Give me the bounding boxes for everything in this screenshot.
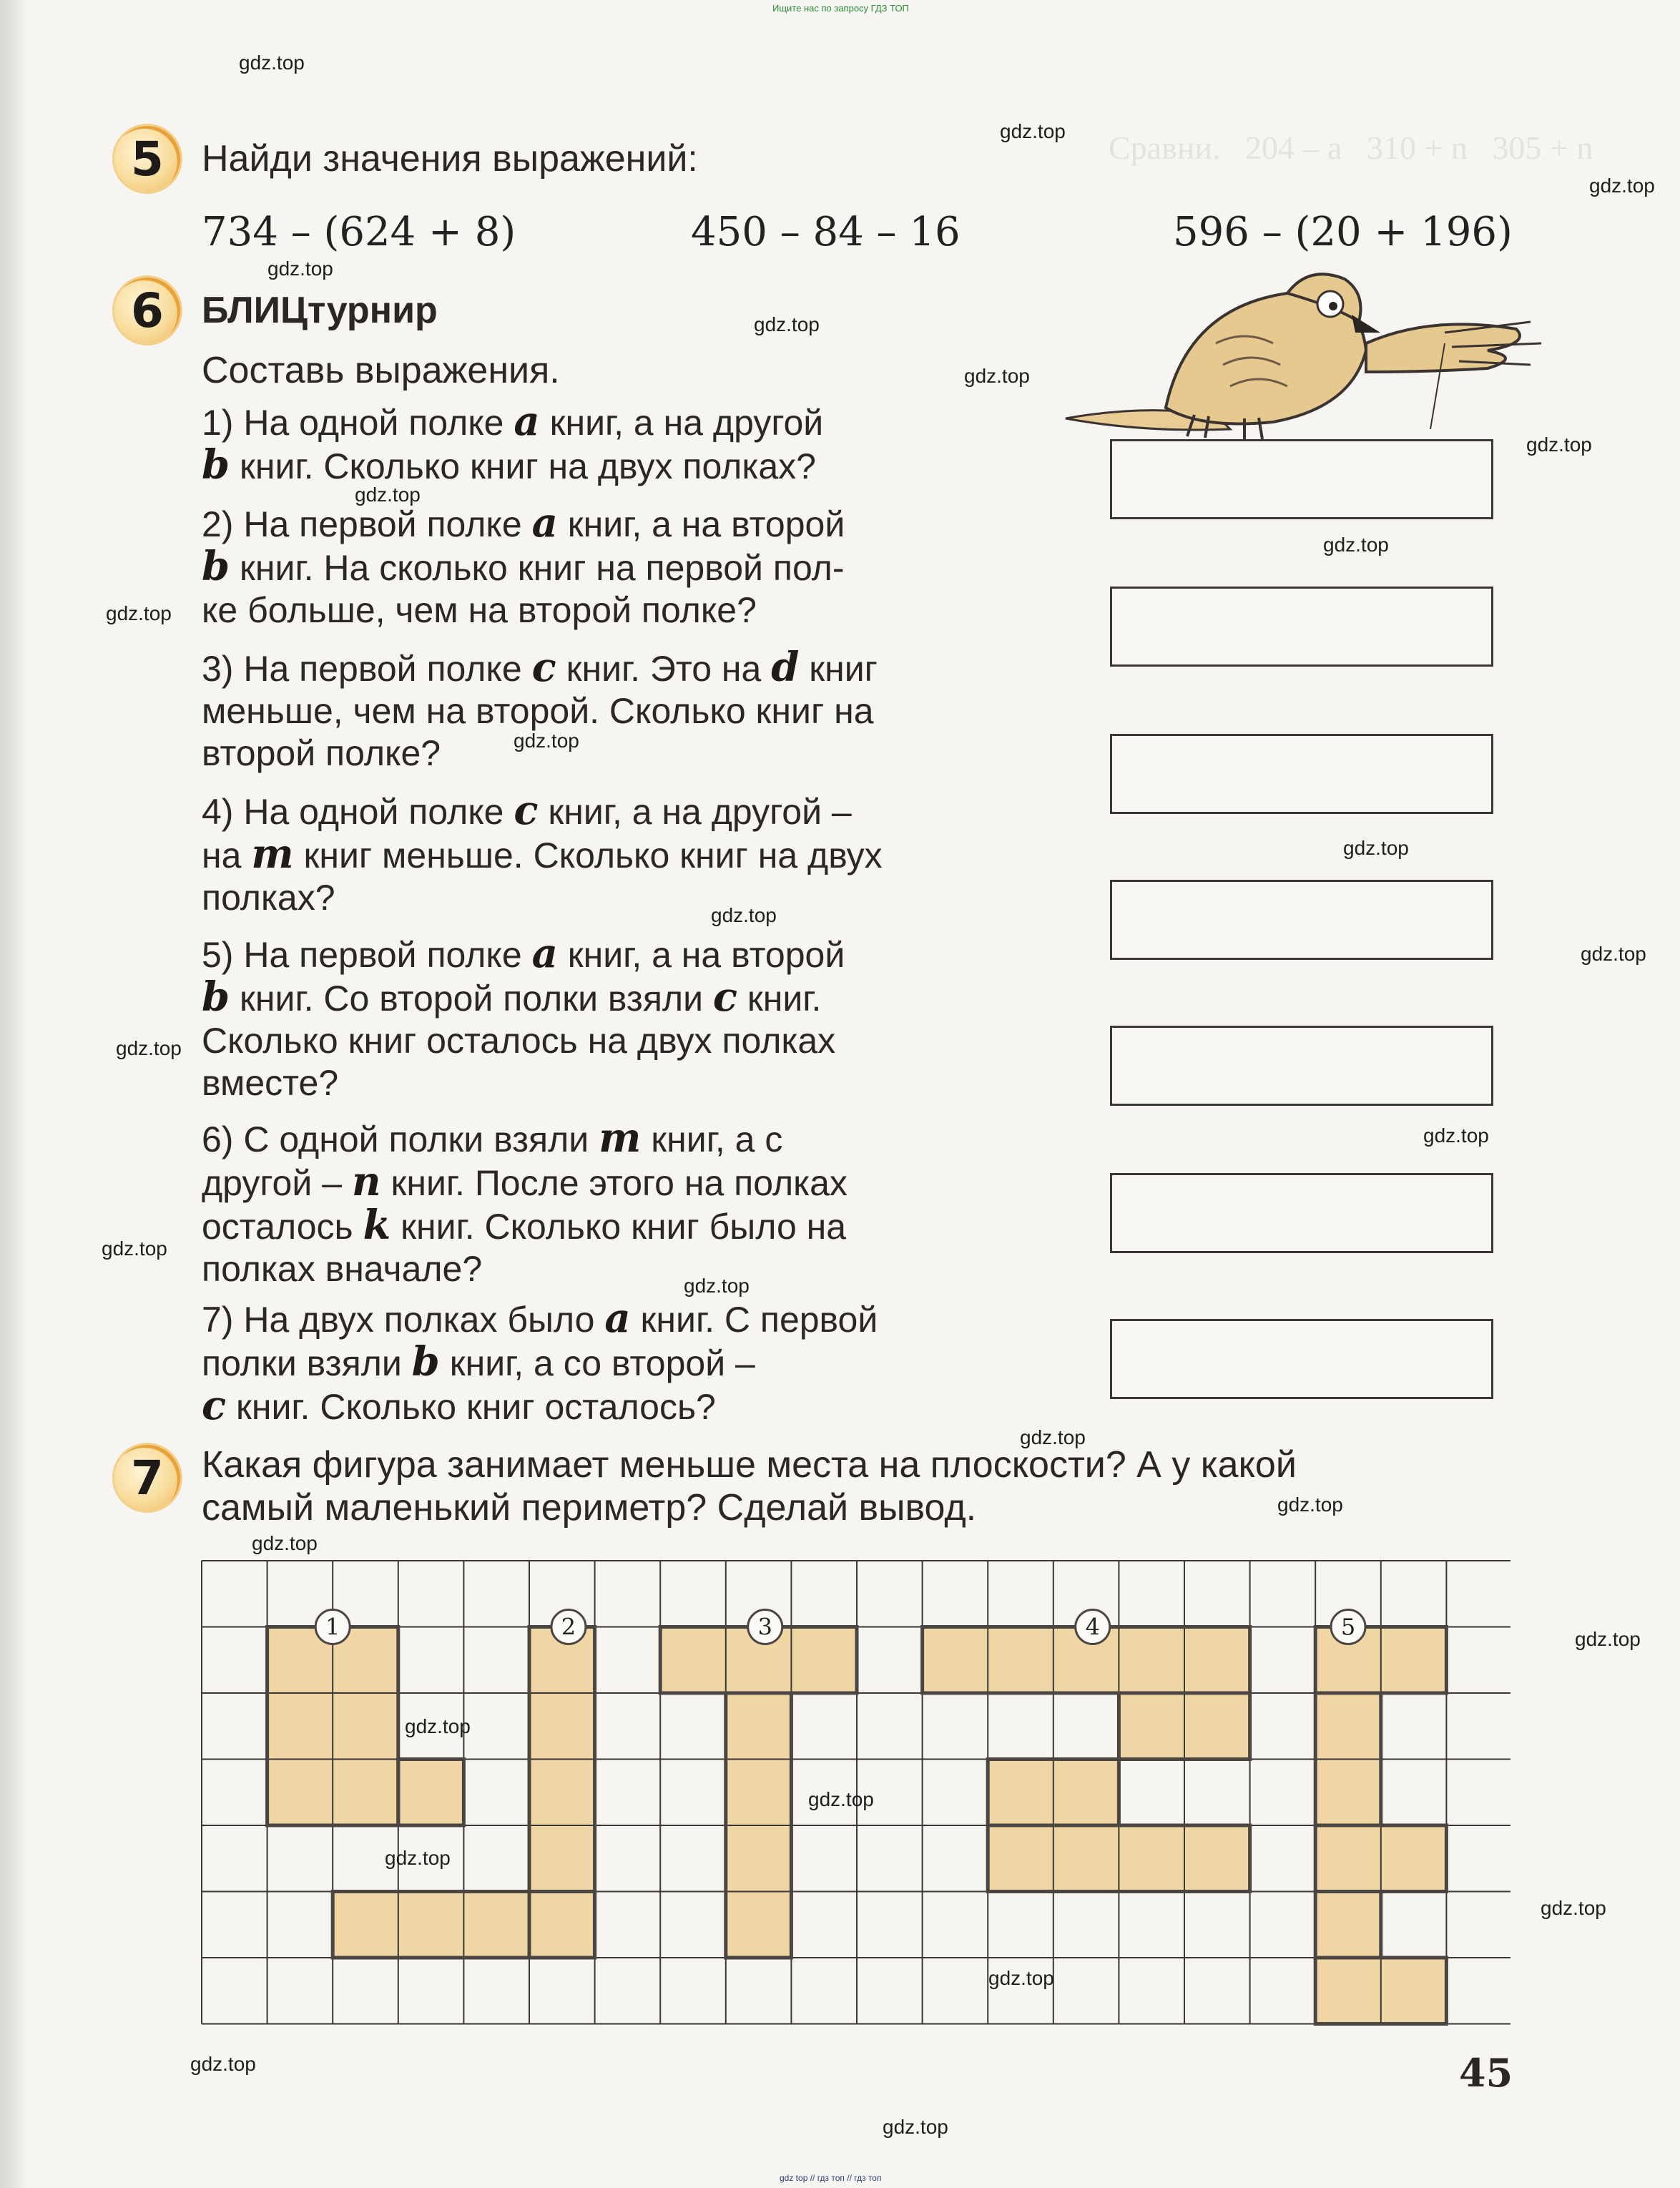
watermark: gdz.top (754, 313, 820, 335)
answer-box-1[interactable] (1110, 439, 1493, 519)
watermark: gdz.top (883, 2116, 948, 2138)
show-through-text: Сравни. 204 – a 310 + n 305 + n (1109, 129, 1593, 166)
item-2-line-2: b книг. На сколько книг на первой пол- (202, 543, 845, 590)
watermark: gdz.top (1020, 1426, 1086, 1448)
task-6-item-2 (202, 499, 845, 632)
task-6-item-5 (202, 930, 845, 1104)
task-6-item-3 (202, 644, 878, 775)
expression-2: 450 – 84 – 16 (691, 209, 961, 255)
watermark: gdz.top (1423, 1124, 1489, 1147)
item-3-line-3: второй полке? (202, 733, 441, 773)
watermark: gdz.top (1541, 1897, 1606, 1919)
expression-1: 734 – (624 + 8) (202, 209, 516, 255)
expression-3: 596 – (20 + 196) (1173, 209, 1513, 255)
watermark: gdz.top (1526, 433, 1592, 456)
watermark: gdz.top (102, 1237, 167, 1260)
item-6-line-1: 6) С одной полки взяли m книг, а с (202, 1114, 783, 1162)
watermark: gdz.top (190, 2053, 256, 2075)
item-7-line-3: c книг. Сколько книг осталось? (202, 1382, 716, 1429)
task-6-item-4 (202, 787, 883, 919)
watermark: gdz.top (808, 1788, 874, 1810)
watermark: gdz.top (514, 730, 579, 752)
task-6-subtitle: Составь выражения. (202, 350, 560, 391)
item-6-line-4: полках вначале? (202, 1249, 483, 1289)
watermark: gdz.top (1277, 1493, 1343, 1516)
item-5-line-2: b книг. Со второй полки взяли c книг. (202, 973, 822, 1021)
task-6-item-1 (202, 398, 824, 489)
watermark: gdz.top (405, 1715, 471, 1737)
item-4-line-2: на m книг меньше. Сколько книг на двух (202, 830, 883, 878)
watermark: gdz.top (1000, 120, 1066, 142)
watermark: gdz.top (355, 484, 421, 506)
watermark: gdz.top (684, 1275, 750, 1297)
watermark: gdz.top (1589, 175, 1655, 197)
item-5-line-1: 5) На первой полке a книг, а на второй (202, 930, 845, 977)
bird-illustration (1058, 265, 1545, 443)
watermark: gdz.top (239, 51, 305, 74)
watermark: gdz.top (1343, 837, 1409, 859)
item-2-line-1: 2) На первой полке a книг, а на второй (202, 499, 845, 546)
figure-2-label: 2 (561, 1613, 576, 1641)
item-6-line-2: другой – n книг. После этого на полках (202, 1158, 848, 1205)
item-1-line-2: b книг. Сколько книг на двух полках? (202, 441, 816, 489)
page-edge (0, 0, 29, 2188)
watermark: gdz.top (1581, 943, 1646, 965)
item-6-line-3: осталось k книг. Сколько книг было на (202, 1202, 847, 1249)
answer-box-6[interactable] (1110, 1173, 1493, 1253)
footer-note: gdz top // гдз топ // гдз топ (780, 2173, 882, 2183)
figure-3-label: 3 (757, 1613, 772, 1641)
page-number: 45 (1459, 2050, 1513, 2096)
item-1-line-1: 1) На одной полке a книг, а на другой (202, 398, 824, 445)
item-5-line-3: Сколько книг осталось на двух полках (202, 1021, 836, 1061)
task-5-title: Найди значения выражений: (202, 138, 698, 180)
answer-box-3[interactable] (1110, 734, 1493, 814)
item-7-line-2: полки взяли b книг, а со второй – (202, 1338, 755, 1385)
figure-5-label: 5 (1340, 1613, 1356, 1641)
watermark: gdz.top (385, 1847, 451, 1869)
watermark: gdz.top (964, 365, 1030, 387)
task-5-badge: 5 (114, 126, 180, 192)
watermark: gdz.top (267, 257, 333, 280)
task-7-line-1: Какая фигура занимает меньше места на плоскости? А у какой (202, 1444, 1297, 1486)
watermark: gdz.top (1575, 1628, 1641, 1650)
answer-box-5[interactable] (1110, 1026, 1493, 1106)
task-7-badge: 7 (114, 1445, 180, 1511)
watermark: gdz.top (711, 904, 777, 926)
task-6-item-7 (202, 1297, 878, 1428)
task-6-item-6 (202, 1114, 848, 1290)
figure-5-cell-block (1315, 1892, 1381, 1958)
item-5-line-4: вместе? (202, 1063, 339, 1103)
figure-4-label: 4 (1085, 1613, 1100, 1641)
watermark: gdz.top (116, 1037, 182, 1059)
item-3-line-2: меньше, чем на второй. Сколько книг на (202, 691, 874, 731)
answer-box-2[interactable] (1110, 587, 1493, 667)
figure-1-cell-block (398, 1760, 464, 1826)
watermark: gdz.top (106, 602, 172, 624)
watermark: gdz.top (988, 1967, 1054, 1989)
answer-box-7[interactable] (1110, 1319, 1493, 1399)
item-2-line-3: ке больше, чем на второй полке? (202, 590, 757, 630)
item-4-line-3: полках? (202, 878, 335, 918)
item-4-line-1: 4) На одной полке c книг, а на другой – (202, 787, 852, 834)
task-6-title: БЛИЦтурнир (202, 290, 438, 331)
answer-box-4[interactable] (1110, 880, 1493, 960)
task-7-line-2: самый маленький периметр? Сделай вывод. (202, 1487, 977, 1529)
figure-1-label: 1 (325, 1613, 340, 1641)
item-3-line-1: 3) На первой полке c книг. Это на d книг (202, 644, 878, 691)
header-note: Ищите нас по запросу ГДЗ ТОП (772, 3, 909, 14)
watermark: gdz.top (1323, 534, 1389, 556)
item-7-line-1: 7) На двух полках было a книг. С первой (202, 1295, 878, 1342)
task-7-text (202, 1443, 1297, 1529)
watermark: gdz.top (252, 1532, 318, 1554)
task-6-badge: 6 (114, 278, 180, 343)
